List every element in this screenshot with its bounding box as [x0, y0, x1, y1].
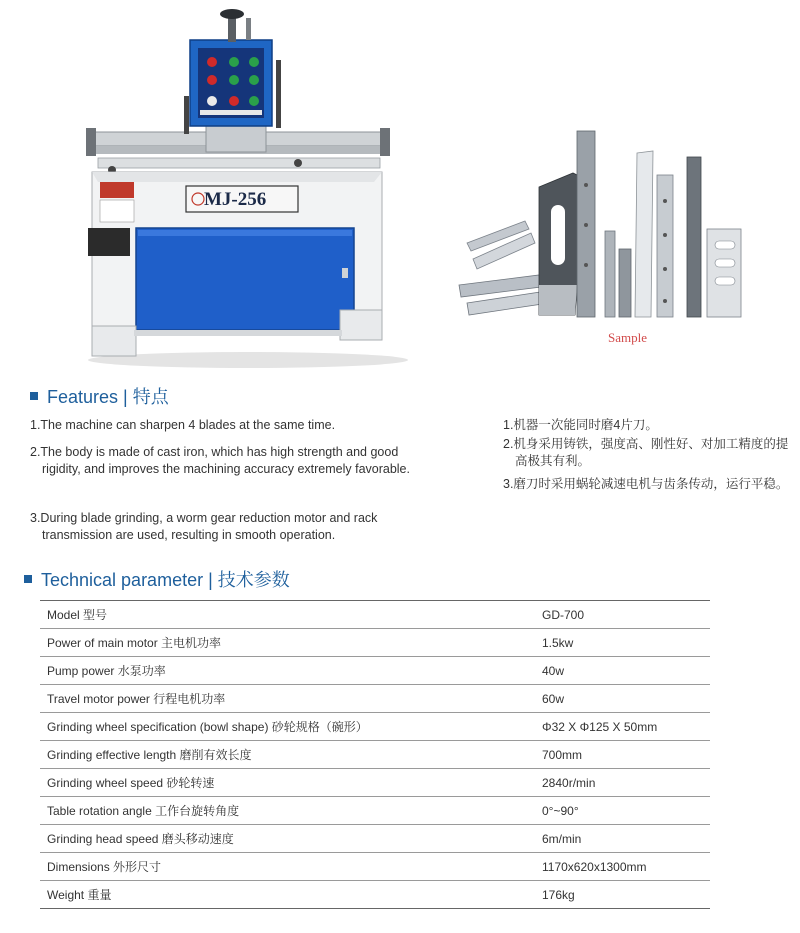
machine-image: [78, 0, 408, 372]
feature-en-2: 2.The body is made of cast iron, which has high strength and good rigidity, and improves the machining accuracy extremely favorable.: [30, 445, 410, 476]
param-name: Power of main motor 主电机功率: [47, 636, 222, 650]
param-name: Travel motor power 行程电机功率: [47, 692, 226, 706]
param-value: 176kg: [542, 887, 575, 902]
param-name: Table rotation angle 工作台旋转角度: [47, 804, 240, 818]
parameters-heading-text: Technical parameter | 技术参数: [41, 570, 290, 590]
heading-square-icon: [30, 392, 38, 400]
blade-samples-image: [455, 125, 755, 325]
sample-caption: Sample: [608, 330, 647, 345]
param-value: 6m/min: [542, 831, 582, 846]
features-heading: [30, 383, 169, 409]
table-row: [40, 881, 710, 909]
model-plate: MJ-256: [204, 189, 267, 210]
param-name: Model 型号: [47, 608, 108, 622]
parameters-heading: [24, 566, 290, 592]
param-name: Dimensions 外形尺寸: [47, 860, 162, 874]
feature-en-1: 1.The machine can sharpen 4 blades at the same time.: [30, 418, 336, 432]
table-row: [40, 629, 710, 657]
table-row: [40, 713, 710, 741]
param-value: 60w: [542, 691, 565, 706]
table-row: [40, 769, 710, 797]
param-value: 40w: [542, 663, 565, 678]
table-row: [40, 601, 710, 629]
param-value: 0°~90°: [542, 803, 579, 818]
param-name: Grinding wheel speed 砂轮转速: [47, 776, 215, 790]
param-value: GD-700: [542, 607, 585, 622]
table-row: [40, 797, 710, 825]
table-row: [40, 685, 710, 713]
param-value: 1170x620x1300mm: [542, 859, 647, 874]
feature-zh-2: 2.机身采用铸铁，强度高、刚性好、对加工精度的提高极其有利。: [503, 437, 789, 468]
table-row: [40, 741, 710, 769]
heading-square-icon: [24, 575, 32, 583]
param-name: Grinding effective length 磨削有效长度: [47, 748, 252, 762]
feature-zh-1: 1.机器一次能同时磨4片刀。: [503, 418, 658, 432]
param-name: Grinding wheel specification (bowl shape) 砂轮规格（碗形）: [47, 720, 368, 734]
param-name: Grinding head speed 磨头移动速度: [47, 832, 234, 846]
param-name: Weight 重量: [47, 888, 112, 902]
table-row: [40, 853, 710, 881]
feature-zh-3: 3.磨刀时采用蜗轮减速电机与齿条传动，运行平稳。: [503, 477, 789, 491]
parameters-table: [40, 600, 710, 909]
param-value: 1.5kw: [542, 635, 574, 650]
param-value: Φ32 X Φ125 X 50mm: [542, 719, 658, 734]
param-name: Pump power 水泵功率: [47, 664, 166, 678]
param-value: 2840r/min: [542, 775, 596, 790]
param-value: 700mm: [542, 747, 583, 762]
table-row: [40, 825, 710, 853]
features-heading-text: Features | 特点: [47, 387, 169, 407]
feature-en-3: 3.During blade grinding, a worm gear reduction motor and rack transmission are used, resulting in smooth operation.: [30, 511, 378, 542]
table-row: [40, 657, 710, 685]
